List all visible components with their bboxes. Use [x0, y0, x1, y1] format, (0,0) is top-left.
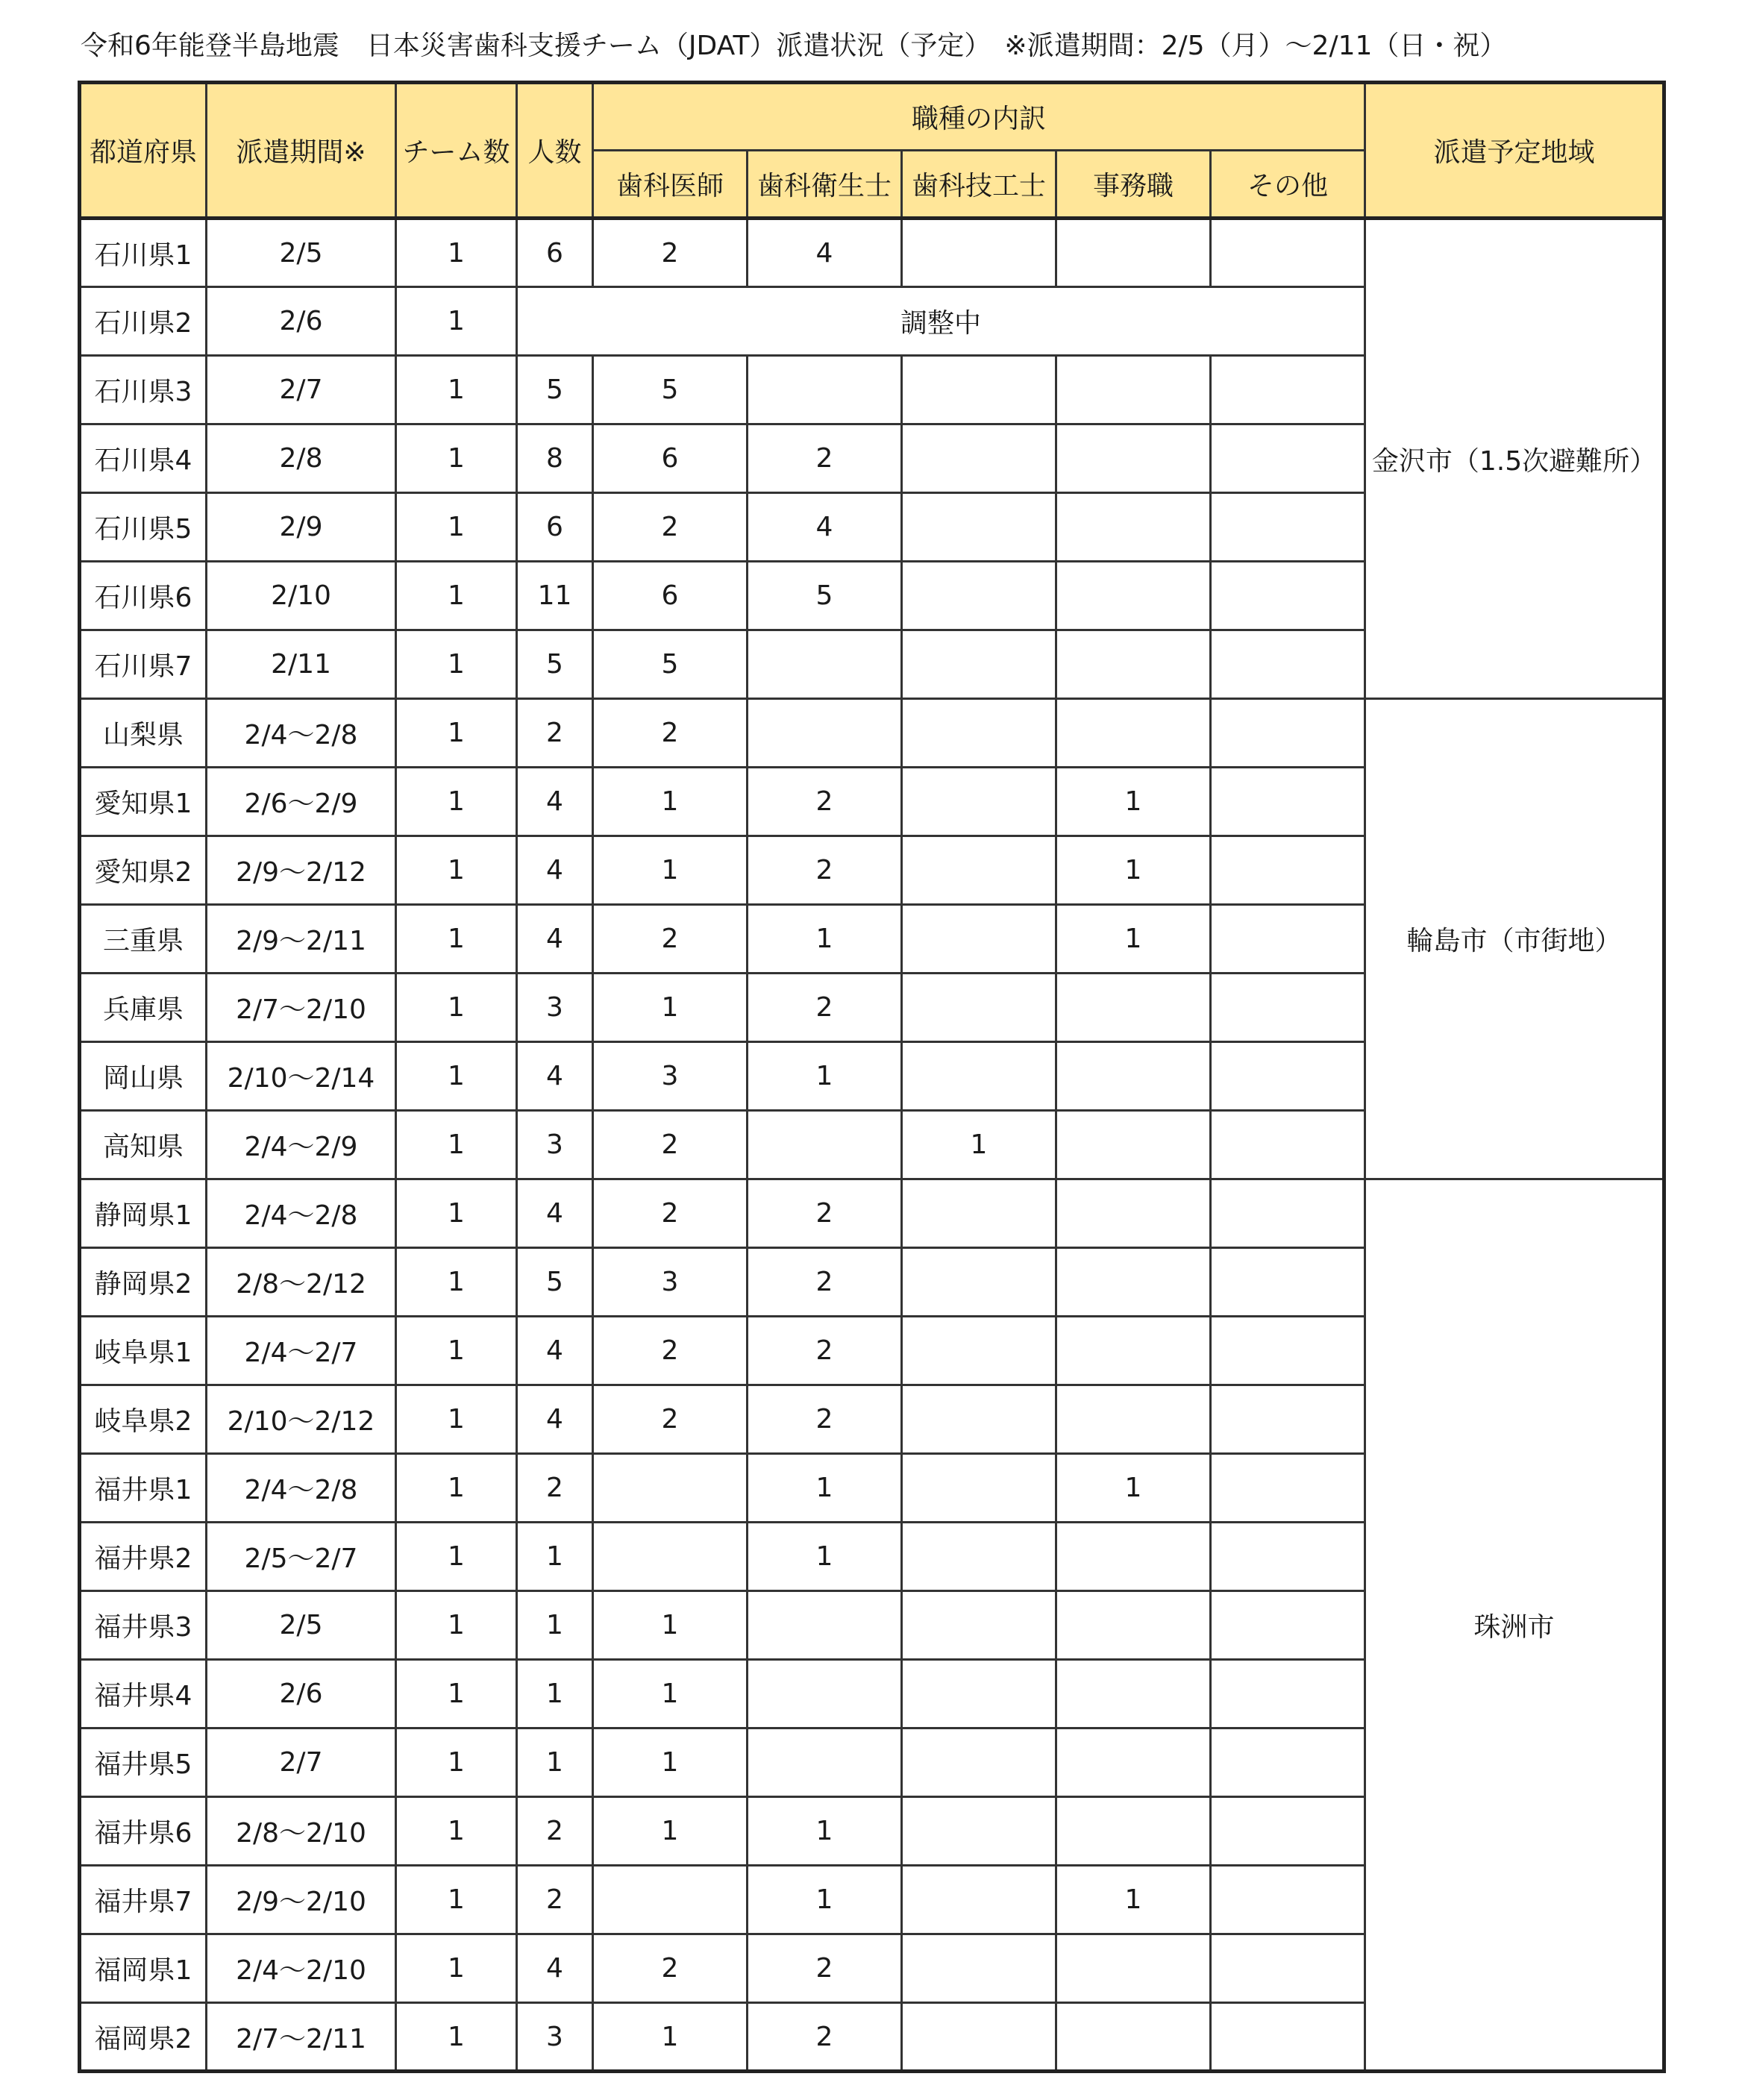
cell-dentist: 5	[593, 630, 748, 699]
cell-period: 2/9	[207, 493, 396, 562]
cell-clerk: 1	[1056, 1866, 1211, 1934]
cell-hygienist	[748, 1591, 902, 1660]
cell-period: 2/4～2/8	[207, 1454, 396, 1523]
cell-pref: 静岡県1	[80, 1179, 207, 1248]
cell-people: 2	[517, 1797, 593, 1866]
cell-teams: 1	[396, 562, 517, 630]
cell-technician	[902, 1934, 1056, 2003]
cell-dentist	[593, 1523, 748, 1591]
cell-other	[1211, 630, 1365, 699]
cell-dentist: 2	[593, 1179, 748, 1248]
header-technician: 歯科技工士	[902, 151, 1056, 219]
cell-dentist: 2	[593, 1317, 748, 1385]
cell-hygienist: 2	[748, 768, 902, 836]
cell-technician	[902, 1317, 1056, 1385]
cell-teams: 1	[396, 630, 517, 699]
cell-technician	[902, 905, 1056, 974]
cell-pref: 福井県7	[80, 1866, 207, 1934]
cell-clerk	[1056, 493, 1211, 562]
cell-period: 2/8～2/10	[207, 1797, 396, 1866]
cell-teams: 1	[396, 219, 517, 287]
cell-dentist: 1	[593, 2003, 748, 2072]
cell-pref: 愛知県1	[80, 768, 207, 836]
cell-hygienist: 2	[748, 2003, 902, 2072]
cell-period: 2/7	[207, 1728, 396, 1797]
cell-prefecture: 石川県2	[80, 287, 207, 356]
cell-clerk	[1056, 219, 1211, 287]
cell-people: 2	[517, 1454, 593, 1523]
cell-period: 2/5	[207, 1591, 396, 1660]
cell-people: 5	[517, 630, 593, 699]
cell-clerk	[1056, 1317, 1211, 1385]
cell-dentist: 3	[593, 1042, 748, 1111]
cell-clerk	[1056, 1797, 1211, 1866]
cell-teams: 1	[396, 1454, 517, 1523]
region-wajima: 輪島市（市街地）	[1365, 699, 1664, 1179]
cell-period: 2/9～2/11	[207, 905, 396, 974]
dispatch-table	[78, 81, 1666, 2073]
table-body	[80, 219, 1664, 2072]
cell-pref: 福井県4	[80, 1660, 207, 1728]
cell-clerk	[1056, 1248, 1211, 1317]
cell-people: 6	[517, 493, 593, 562]
cell-teams: 1	[396, 768, 517, 836]
cell-clerk	[1056, 1179, 1211, 1248]
cell-teams: 1	[396, 493, 517, 562]
cell-hygienist	[748, 699, 902, 768]
cell-people: 4	[517, 905, 593, 974]
cell-other	[1211, 356, 1365, 424]
cell-teams: 1	[396, 1728, 517, 1797]
header-period: 派遣期間※	[207, 83, 396, 219]
cell-people: 1	[517, 1523, 593, 1591]
cell-other	[1211, 1042, 1365, 1111]
table-row	[80, 699, 1664, 768]
cell-technician	[902, 1454, 1056, 1523]
cell-hygienist	[748, 1660, 902, 1728]
cell-teams: 1	[396, 287, 517, 356]
cell-pref: 岡山県	[80, 1042, 207, 1111]
cell-dentist: 6	[593, 562, 748, 630]
cell-teams: 1	[396, 1934, 517, 2003]
cell-pref: 岐阜県2	[80, 1385, 207, 1454]
cell-period: 2/7～2/10	[207, 974, 396, 1042]
cell-other	[1211, 1523, 1365, 1591]
cell-dentist: 2	[593, 699, 748, 768]
cell-period: 2/4～2/8	[207, 1179, 396, 1248]
cell-hygienist: 1	[748, 1523, 902, 1591]
cell-other	[1211, 1660, 1365, 1728]
cell-period: 2/9～2/12	[207, 836, 396, 905]
header-hygienist: 歯科衛生士	[748, 151, 902, 219]
cell-period: 2/4～2/7	[207, 1317, 396, 1385]
cell-pref: 福井県6	[80, 1797, 207, 1866]
cell-period: 2/5	[207, 219, 396, 287]
cell-other	[1211, 424, 1365, 493]
cell-technician	[902, 1797, 1056, 1866]
cell-period: 2/5～2/7	[207, 1523, 396, 1591]
cell-people: 2	[517, 1866, 593, 1934]
cell-pref: 三重県	[80, 905, 207, 974]
cell-other	[1211, 1317, 1365, 1385]
cell-hygienist: 1	[748, 1042, 902, 1111]
cell-clerk	[1056, 424, 1211, 493]
cell-technician	[902, 493, 1056, 562]
cell-clerk	[1056, 1042, 1211, 1111]
cell-clerk	[1056, 1660, 1211, 1728]
cell-technician	[902, 219, 1056, 287]
table-header	[80, 83, 1664, 219]
cell-other	[1211, 1934, 1365, 2003]
cell-other	[1211, 1728, 1365, 1797]
cell-clerk	[1056, 1111, 1211, 1179]
cell-period: 2/8	[207, 424, 396, 493]
cell-period: 2/6	[207, 1660, 396, 1728]
cell-people: 8	[517, 424, 593, 493]
cell-hygienist: 2	[748, 836, 902, 905]
cell-people: 2	[517, 699, 593, 768]
cell-other	[1211, 1385, 1365, 1454]
cell-people: 1	[517, 1660, 593, 1728]
cell-dentist: 2	[593, 493, 748, 562]
cell-technician: 1	[902, 1111, 1056, 1179]
cell-clerk	[1056, 356, 1211, 424]
header-region: 派遣予定地域	[1365, 83, 1664, 219]
cell-period: 2/4～2/10	[207, 1934, 396, 2003]
cell-technician	[902, 836, 1056, 905]
cell-people: 11	[517, 562, 593, 630]
cell-hygienist	[748, 630, 902, 699]
cell-technician	[902, 1660, 1056, 1728]
cell-hygienist: 1	[748, 1866, 902, 1934]
cell-technician	[902, 2003, 1056, 2072]
cell-people: 6	[517, 219, 593, 287]
cell-people: 1	[517, 1591, 593, 1660]
cell-teams: 1	[396, 356, 517, 424]
cell-dentist: 2	[593, 905, 748, 974]
cell-clerk	[1056, 974, 1211, 1042]
cell-hygienist: 4	[748, 219, 902, 287]
cell-clerk	[1056, 2003, 1211, 2072]
cell-teams: 1	[396, 1111, 517, 1179]
cell-pref: 兵庫県	[80, 974, 207, 1042]
cell-clerk	[1056, 1934, 1211, 2003]
cell-teams: 1	[396, 1385, 517, 1454]
cell-teams: 1	[396, 699, 517, 768]
cell-hygienist	[748, 1111, 902, 1179]
cell-clerk: 1	[1056, 768, 1211, 836]
cell-dentist: 1	[593, 1591, 748, 1660]
cell-hygienist	[748, 1728, 902, 1797]
cell-hygienist: 2	[748, 1385, 902, 1454]
cell-hygienist: 2	[748, 1317, 902, 1385]
cell-pref: 石川県4	[80, 424, 207, 493]
cell-clerk	[1056, 699, 1211, 768]
cell-technician	[902, 1385, 1056, 1454]
cell-other	[1211, 1248, 1365, 1317]
cell-period: 2/6	[207, 287, 396, 356]
cell-dentist: 2	[593, 1111, 748, 1179]
cell-pref: 石川県7	[80, 630, 207, 699]
header-breakdown: 職種の内訳	[593, 83, 1365, 151]
cell-dentist: 2	[593, 1385, 748, 1454]
region-suzu: 珠洲市	[1365, 1179, 1664, 2072]
cell-clerk	[1056, 1385, 1211, 1454]
header-other: その他	[1211, 151, 1365, 219]
cell-other	[1211, 1454, 1365, 1523]
table-row	[80, 1179, 1664, 1248]
cell-other	[1211, 836, 1365, 905]
header-dentist: 歯科医師	[593, 151, 748, 219]
cell-technician	[902, 630, 1056, 699]
cell-hygienist: 5	[748, 562, 902, 630]
cell-technician	[902, 974, 1056, 1042]
cell-hygienist	[748, 356, 902, 424]
cell-dentist: 5	[593, 356, 748, 424]
cell-period: 2/7	[207, 356, 396, 424]
cell-hygienist: 1	[748, 1454, 902, 1523]
cell-technician	[902, 562, 1056, 630]
cell-technician	[902, 1728, 1056, 1797]
cell-dentist: 3	[593, 1248, 748, 1317]
cell-people: 4	[517, 1042, 593, 1111]
cell-other	[1211, 1866, 1365, 1934]
cell-technician	[902, 1866, 1056, 1934]
cell-hygienist: 2	[748, 424, 902, 493]
cell-people: 5	[517, 356, 593, 424]
cell-people: 1	[517, 1728, 593, 1797]
header-prefecture: 都道府県	[80, 83, 207, 219]
header-clerk: 事務職	[1056, 151, 1211, 219]
document-title: 令和6年能登半島地震 日本災害歯科支援チーム（JDAT）派遣状況（予定） ※派遣期間：2/5（月）～2/11（日・祝）	[81, 31, 1507, 61]
cell-other	[1211, 768, 1365, 836]
cell-other	[1211, 562, 1365, 630]
cell-teams: 1	[396, 1317, 517, 1385]
cell-technician	[902, 1042, 1056, 1111]
cell-teams: 1	[396, 1591, 517, 1660]
cell-people: 4	[517, 1385, 593, 1454]
cell-teams: 1	[396, 974, 517, 1042]
cell-people: 3	[517, 1111, 593, 1179]
cell-pref: 山梨県	[80, 699, 207, 768]
cell-people: 4	[517, 1317, 593, 1385]
cell-teams: 1	[396, 1866, 517, 1934]
cell-period: 2/4～2/9	[207, 1111, 396, 1179]
cell-period: 2/6～2/9	[207, 768, 396, 836]
cell-pref: 福岡県2	[80, 2003, 207, 2072]
cell-period: 2/10～2/14	[207, 1042, 396, 1111]
cell-people: 4	[517, 768, 593, 836]
cell-other	[1211, 1111, 1365, 1179]
cell-clerk	[1056, 562, 1211, 630]
cell-pref: 石川県6	[80, 562, 207, 630]
cell-pref: 石川県3	[80, 356, 207, 424]
cell-teams: 1	[396, 1042, 517, 1111]
cell-technician	[902, 768, 1056, 836]
cell-clerk: 1	[1056, 836, 1211, 905]
cell-teams: 1	[396, 1523, 517, 1591]
cell-dentist: 1	[593, 768, 748, 836]
cell-other	[1211, 2003, 1365, 2072]
cell-period: 2/8～2/12	[207, 1248, 396, 1317]
cell-hygienist: 1	[748, 1797, 902, 1866]
cell-dentist: 6	[593, 424, 748, 493]
cell-clerk	[1056, 1728, 1211, 1797]
cell-hygienist: 2	[748, 974, 902, 1042]
cell-other	[1211, 1591, 1365, 1660]
cell-pref: 福井県2	[80, 1523, 207, 1591]
cell-dentist	[593, 1866, 748, 1934]
cell-teams: 1	[396, 1179, 517, 1248]
cell-clerk: 1	[1056, 1454, 1211, 1523]
cell-period: 2/4～2/8	[207, 699, 396, 768]
cell-pref: 福井県1	[80, 1454, 207, 1523]
cell-clerk	[1056, 630, 1211, 699]
cell-dentist: 1	[593, 974, 748, 1042]
cell-technician	[902, 424, 1056, 493]
cell-clerk: 1	[1056, 905, 1211, 974]
cell-period: 2/7～2/11	[207, 2003, 396, 2072]
cell-people: 4	[517, 1179, 593, 1248]
cell-other	[1211, 1797, 1365, 1866]
cell-technician	[902, 356, 1056, 424]
cell-hygienist: 2	[748, 1248, 902, 1317]
cell-teams: 1	[396, 1660, 517, 1728]
cell-period: 2/11	[207, 630, 396, 699]
cell-technician	[902, 1179, 1056, 1248]
cell-clerk	[1056, 1523, 1211, 1591]
cell-pref: 福井県3	[80, 1591, 207, 1660]
cell-people: 3	[517, 2003, 593, 2072]
cell-period: 2/9～2/10	[207, 1866, 396, 1934]
region-kanazawa: 金沢市（1.5次避難所）	[1365, 219, 1664, 699]
cell-dentist: 2	[593, 219, 748, 287]
cell-people: 4	[517, 1934, 593, 2003]
cell-people: 3	[517, 974, 593, 1042]
table-row	[80, 219, 1664, 287]
header-people: 人数	[517, 83, 593, 219]
cell-hygienist: 2	[748, 1179, 902, 1248]
cell-teams: 1	[396, 424, 517, 493]
cell-other	[1211, 1179, 1365, 1248]
cell-people: 4	[517, 836, 593, 905]
cell-hygienist: 1	[748, 905, 902, 974]
cell-status-note: 調整中	[517, 287, 1365, 356]
cell-pref: 岐阜県1	[80, 1317, 207, 1385]
cell-dentist: 2	[593, 1934, 748, 2003]
header-teams: チーム数	[396, 83, 517, 219]
cell-clerk	[1056, 1591, 1211, 1660]
cell-technician	[902, 1523, 1056, 1591]
cell-other	[1211, 699, 1365, 768]
cell-other	[1211, 493, 1365, 562]
cell-period: 2/10	[207, 562, 396, 630]
cell-other	[1211, 905, 1365, 974]
cell-teams: 1	[396, 836, 517, 905]
cell-technician	[902, 1248, 1056, 1317]
cell-pref: 静岡県2	[80, 1248, 207, 1317]
cell-period: 2/10～2/12	[207, 1385, 396, 1454]
cell-dentist: 1	[593, 1660, 748, 1728]
cell-technician	[902, 699, 1056, 768]
cell-pref: 福岡県1	[80, 1934, 207, 2003]
cell-other	[1211, 974, 1365, 1042]
cell-dentist	[593, 1454, 748, 1523]
cell-pref: 愛知県2	[80, 836, 207, 905]
cell-pref: 石川県1	[80, 219, 207, 287]
cell-teams: 1	[396, 905, 517, 974]
cell-teams: 1	[396, 1797, 517, 1866]
cell-technician	[902, 1591, 1056, 1660]
cell-dentist: 1	[593, 836, 748, 905]
cell-pref: 高知県	[80, 1111, 207, 1179]
cell-other	[1211, 219, 1365, 287]
cell-hygienist: 4	[748, 493, 902, 562]
cell-teams: 1	[396, 2003, 517, 2072]
cell-teams: 1	[396, 1248, 517, 1317]
cell-pref: 福井県5	[80, 1728, 207, 1797]
cell-dentist: 1	[593, 1797, 748, 1866]
cell-people: 5	[517, 1248, 593, 1317]
cell-pref: 石川県5	[80, 493, 207, 562]
cell-hygienist: 2	[748, 1934, 902, 2003]
cell-dentist: 1	[593, 1728, 748, 1797]
